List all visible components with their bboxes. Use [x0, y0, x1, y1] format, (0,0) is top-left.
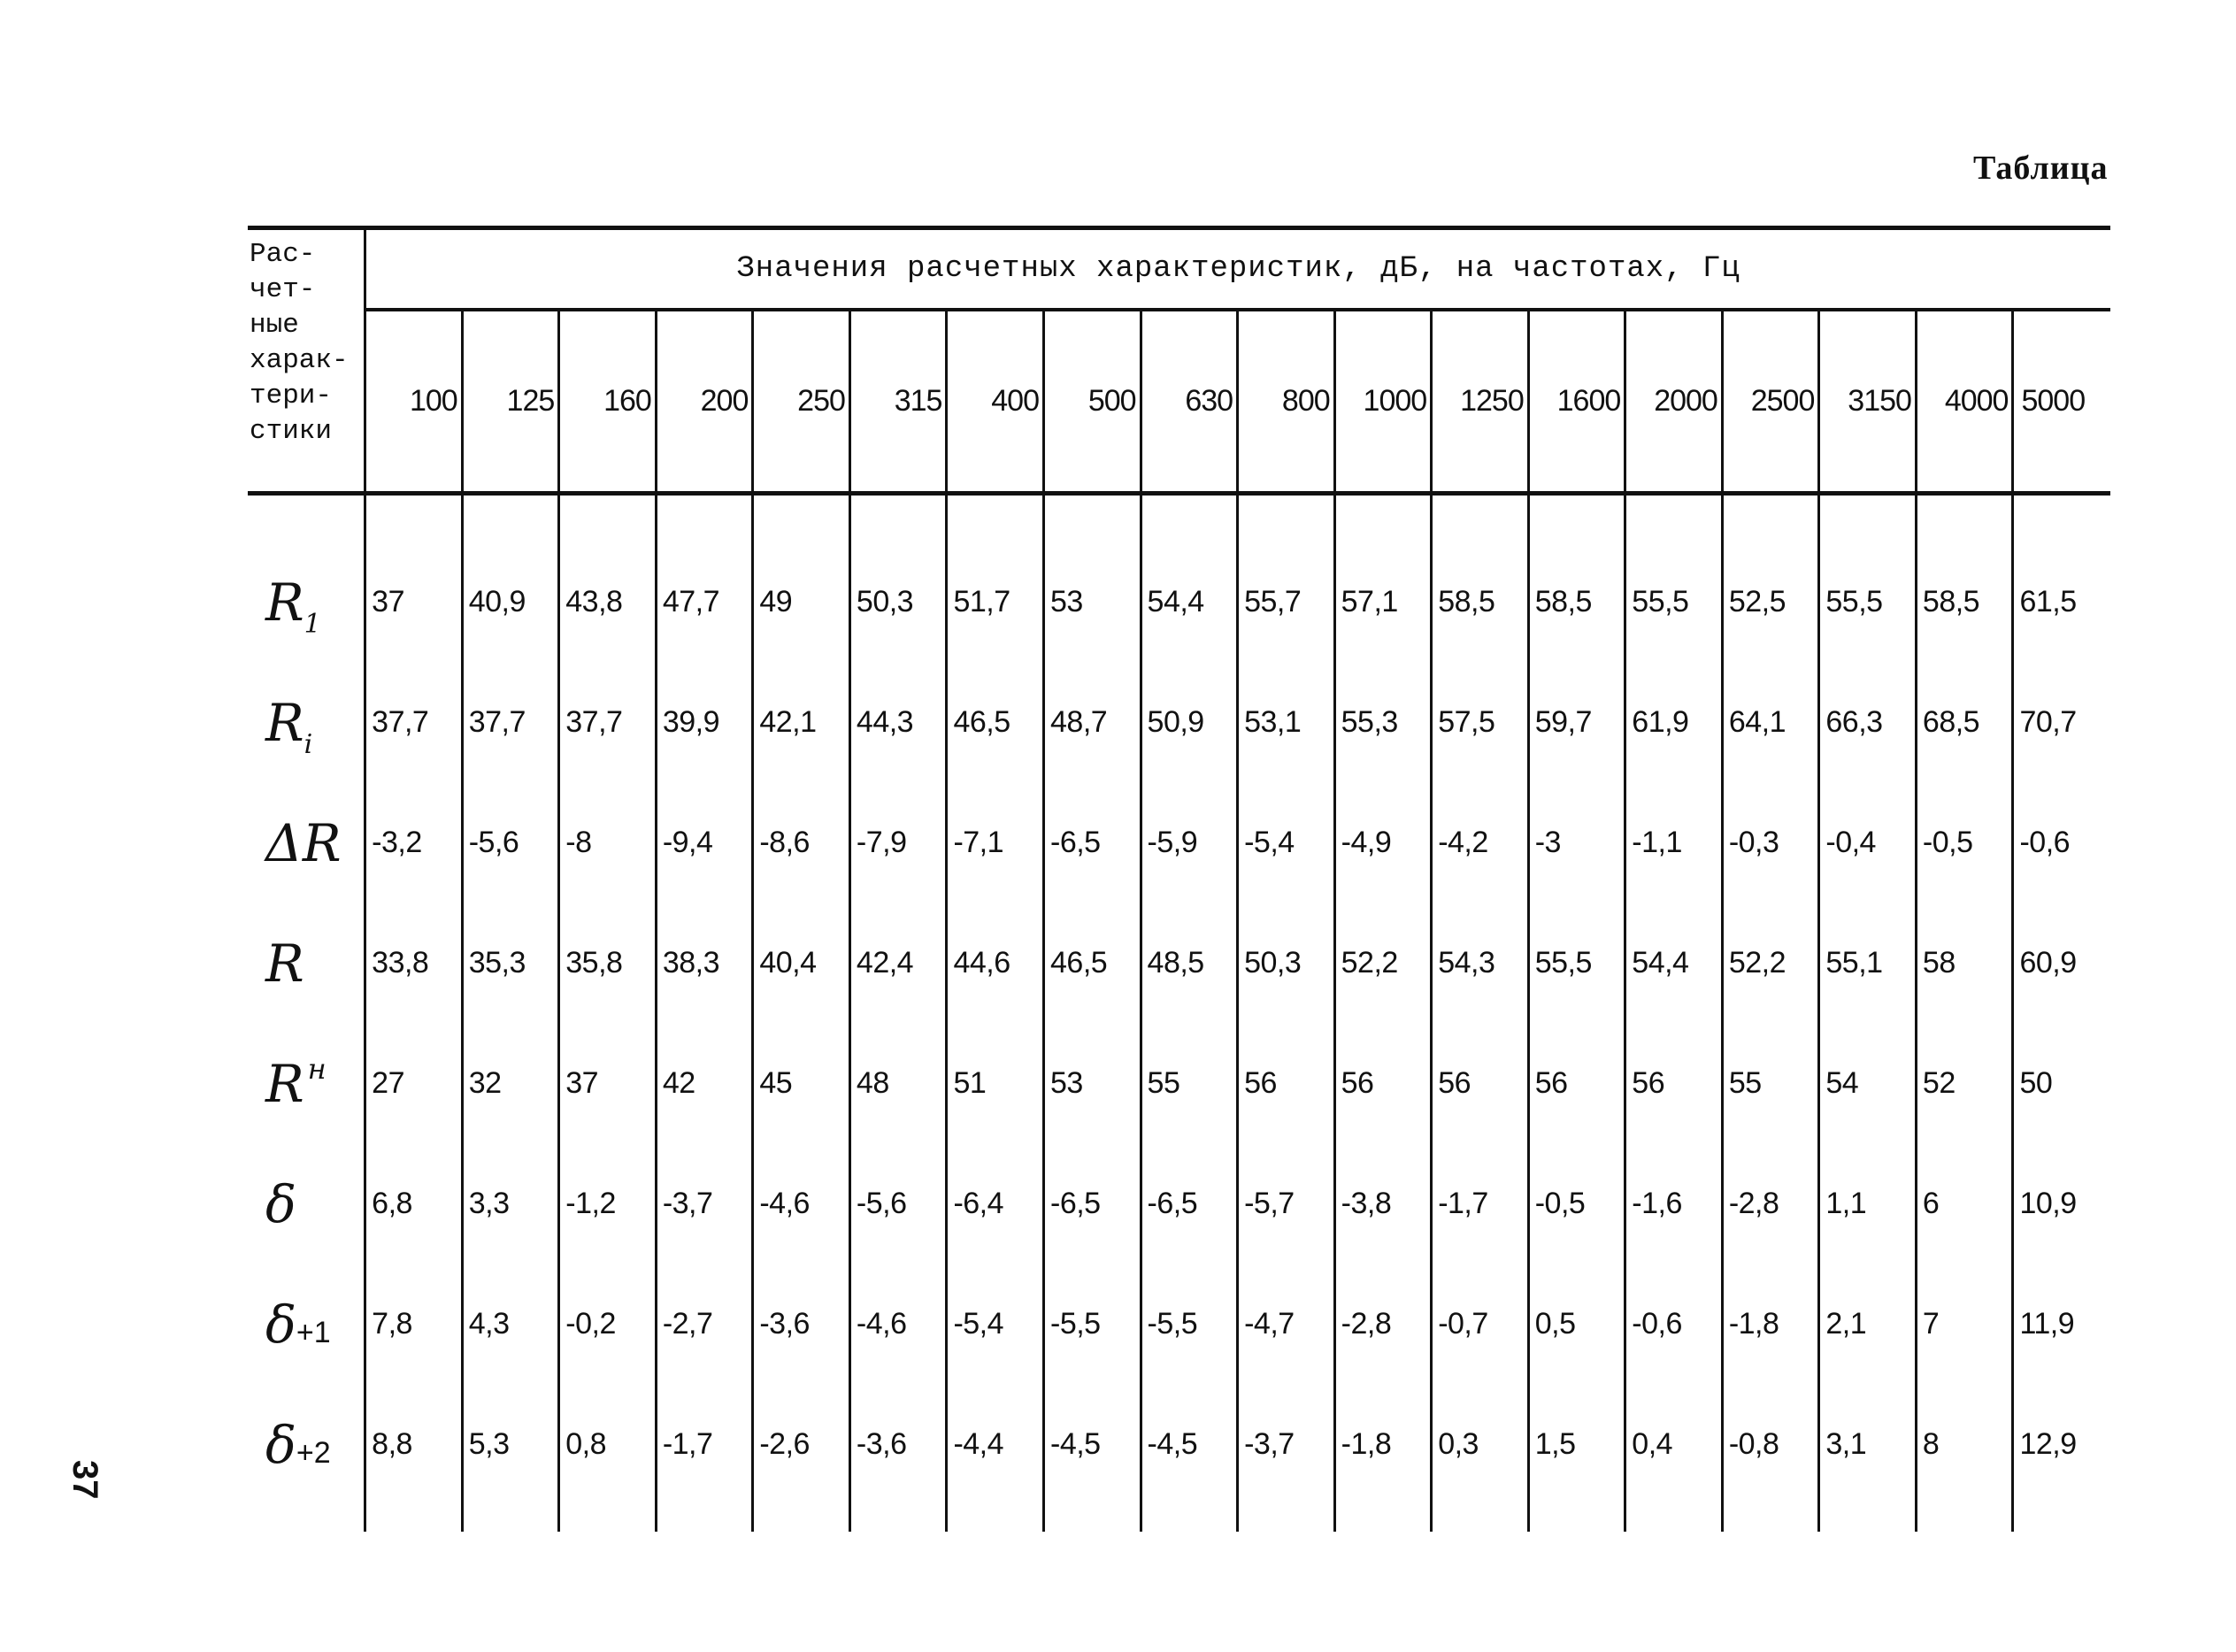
value-cell: 56 — [1238, 1024, 1335, 1144]
value-cell: -0,7 — [1432, 1264, 1529, 1385]
value-cell: 55,3 — [1334, 663, 1432, 783]
frequency-header: 4000 — [1916, 310, 2013, 494]
value-cell: 0,4 — [1625, 1385, 1723, 1505]
value-cell: 5,3 — [462, 1385, 559, 1505]
value-cell: 70,7 — [2019, 705, 2077, 739]
value-cell: 38,3 — [656, 903, 753, 1024]
value-cell: 50 — [2019, 1066, 2053, 1100]
value-cell: 55,5 — [1819, 542, 1917, 663]
symbol-main: δ — [265, 1414, 296, 1475]
symbol-main: ΔR — [265, 812, 342, 873]
table-row — [248, 903, 2110, 1024]
symbol-main: δ — [265, 1173, 296, 1234]
table-row — [248, 1385, 2110, 1505]
characteristic-symbol — [248, 903, 365, 1024]
table-row — [248, 1024, 2110, 1144]
table-row — [248, 783, 2110, 903]
value-cell: 8 — [1916, 1385, 2013, 1505]
value-cell: 42,1 — [753, 663, 850, 783]
value-cell: -2,6 — [753, 1385, 850, 1505]
value-cell: 57,5 — [1432, 663, 1529, 783]
value-cell: -0,4 — [1819, 783, 1917, 903]
value-cell: -1,6 — [1625, 1144, 1723, 1264]
symbol-suffix: +1 — [296, 1315, 331, 1349]
value-cell: 60,9 — [2019, 946, 2077, 980]
frequency-header: 2500 — [1722, 310, 1819, 494]
symbol-main: R — [265, 1053, 304, 1114]
value-cell: 55 — [1722, 1024, 1819, 1144]
value-cell: 50,3 — [1238, 903, 1335, 1024]
value-cell: 0,8 — [559, 1385, 657, 1505]
spacer-cell — [1819, 1505, 1917, 1532]
spacer-cell — [462, 1505, 559, 1532]
value-cell: 37 — [559, 1024, 657, 1144]
spacer-cell — [1528, 1505, 1625, 1532]
spacer-cell — [2013, 1505, 2110, 1532]
value-cell: -5,6 — [462, 783, 559, 903]
value-cell: 37,7 — [365, 663, 463, 783]
frequency-header: 1250 — [1432, 310, 1529, 494]
table-row — [248, 663, 2110, 783]
value-cell: 50,3 — [849, 542, 947, 663]
value-cell: 37,7 — [559, 663, 657, 783]
spacer-cell — [1432, 1505, 1529, 1532]
value-cell: 51,7 — [947, 542, 1044, 663]
value-cell: 45 — [753, 1024, 850, 1144]
value-cell: -0,2 — [559, 1264, 657, 1385]
value-cell: -1,7 — [1432, 1144, 1529, 1264]
value-cell: 52 — [1916, 1024, 2013, 1144]
value-cell: -4,4 — [947, 1385, 1044, 1505]
frequency-header: 1000 — [1334, 310, 1432, 494]
value-cell: 54,4 — [1625, 903, 1723, 1024]
characteristic-symbol — [248, 783, 365, 903]
value-cell: 0,3 — [1432, 1385, 1529, 1505]
spacer-cell — [1432, 494, 1529, 542]
value-cell: -3,6 — [849, 1385, 947, 1505]
value-cell: 68,5 — [1916, 663, 2013, 783]
value-cell: 54,4 — [1141, 542, 1238, 663]
table-row — [248, 1144, 2110, 1264]
value-cell: 47,7 — [656, 542, 753, 663]
value-cell: 56 — [1432, 1024, 1529, 1144]
value-cell: 55 — [1141, 1024, 1238, 1144]
spacer-cell — [1238, 494, 1335, 542]
value-cell: -5,4 — [947, 1264, 1044, 1385]
characteristic-symbol — [248, 1385, 365, 1505]
data-table — [248, 226, 2110, 1532]
value-cell: 10,9 — [2019, 1187, 2077, 1220]
value-cell: -5,5 — [1044, 1264, 1141, 1385]
spacer-cell — [849, 494, 947, 542]
frequency-header: 400 — [947, 310, 1044, 494]
value-cell: -4,9 — [1334, 783, 1432, 903]
spacer-cell — [559, 494, 657, 542]
value-cell: -6,5 — [1141, 1144, 1238, 1264]
value-cell: 58,5 — [1432, 542, 1529, 663]
value-cell: 49 — [753, 542, 850, 663]
value-cell: 43,8 — [559, 542, 657, 663]
value-cell: 50,9 — [1141, 663, 1238, 783]
value-cell: -1,8 — [1722, 1264, 1819, 1385]
value-cell: 58 — [1916, 903, 2013, 1024]
value-cell: 58,5 — [1916, 542, 2013, 663]
frequency-header: 3150 — [1819, 310, 1917, 494]
value-cell: -9,4 — [656, 783, 753, 903]
spacer-cell — [2013, 494, 2110, 542]
value-cell: 0,5 — [1528, 1264, 1625, 1385]
value-cell: 42,4 — [849, 903, 947, 1024]
symbol-subscript: 1 — [304, 608, 321, 640]
value-cell: 44,3 — [849, 663, 947, 783]
characteristic-symbol — [248, 1024, 365, 1144]
spacer-cell — [1334, 494, 1432, 542]
value-cell: -3,7 — [656, 1144, 753, 1264]
symbol-main: R — [265, 933, 304, 994]
value-cell: 12,9 — [2019, 1427, 2077, 1461]
table-label: Таблица — [1973, 150, 2109, 187]
value-cell: -7,9 — [849, 783, 947, 903]
value-cell: -8,6 — [753, 783, 850, 903]
spacer-row — [248, 494, 2110, 542]
value-cell: 53 — [1044, 1024, 1141, 1144]
spacer-cell — [1044, 494, 1141, 542]
value-cell: -0,5 — [1528, 1144, 1625, 1264]
value-cell: -4,5 — [1044, 1385, 1141, 1505]
value-cell: -6,5 — [1044, 783, 1141, 903]
value-cell: 56 — [1528, 1024, 1625, 1144]
value-cell: -3,7 — [1238, 1385, 1335, 1505]
spacer-cell — [248, 494, 365, 542]
value-cell: 35,8 — [559, 903, 657, 1024]
value-cell: 58,5 — [1528, 542, 1625, 663]
spacer-cell — [947, 1505, 1044, 1532]
value-cell: -3,2 — [365, 783, 463, 903]
value-cell: 59,7 — [1528, 663, 1625, 783]
frequency-header: 500 — [1044, 310, 1141, 494]
value-cell: 40,9 — [462, 542, 559, 663]
value-cell: 48,7 — [1044, 663, 1141, 783]
value-cell: 52,5 — [1722, 542, 1819, 663]
value-cell: 64,1 — [1722, 663, 1819, 783]
symbol-suffix: +2 — [296, 1435, 331, 1470]
value-cell: -1,8 — [1334, 1385, 1432, 1505]
value-cell: -5,7 — [1238, 1144, 1335, 1264]
spacer-cell — [1334, 1505, 1432, 1532]
spacer-cell — [1528, 494, 1625, 542]
symbol-superscript: н — [307, 1051, 327, 1086]
table-row — [248, 1264, 2110, 1385]
spacer-cell — [656, 1505, 753, 1532]
value-cell: 42 — [656, 1024, 753, 1144]
value-cell: 27 — [365, 1024, 463, 1144]
value-cell: 55,1 — [1819, 903, 1917, 1024]
value-cell: 48 — [849, 1024, 947, 1144]
spacer-cell — [365, 1505, 463, 1532]
characteristic-symbol — [248, 663, 365, 783]
value-cell: -6,5 — [1044, 1144, 1141, 1264]
spacer-cell — [656, 494, 753, 542]
value-cell: -5,5 — [1141, 1264, 1238, 1385]
characteristics-header: Рас- чет- ные харак- тери- стики — [248, 228, 365, 494]
frequency-header: 160 — [559, 310, 657, 494]
value-cell: 37 — [365, 542, 463, 663]
value-cell: 40,4 — [753, 903, 850, 1024]
value-cell: -4,5 — [1141, 1385, 1238, 1505]
frequency-header: 800 — [1238, 310, 1335, 494]
value-cell: -2,8 — [1334, 1264, 1432, 1385]
frequency-header: 1600 — [1528, 310, 1625, 494]
value-cell: 48,5 — [1141, 903, 1238, 1024]
value-cell: -2,7 — [656, 1264, 753, 1385]
value-cell: -1,1 — [1625, 783, 1723, 903]
spacer-cell — [1625, 1505, 1723, 1532]
frequency-header: 315 — [849, 310, 947, 494]
value-cell: 3,3 — [462, 1144, 559, 1264]
value-cell: 6 — [1916, 1144, 2013, 1264]
value-cell: -1,2 — [559, 1144, 657, 1264]
spacer-cell — [1238, 1505, 1335, 1532]
spacer-cell — [849, 1505, 947, 1532]
characteristic-symbol — [248, 1144, 365, 1264]
value-cell: 51 — [947, 1024, 1044, 1144]
symbol-main: R — [265, 692, 304, 753]
value-cell: -3,6 — [753, 1264, 850, 1385]
value-cell: 57,1 — [1334, 542, 1432, 663]
value-cell: 53 — [1044, 542, 1141, 663]
symbol-main: δ — [265, 1294, 296, 1355]
value-cell: -4,7 — [1238, 1264, 1335, 1385]
page-number: 37 — [65, 1460, 104, 1500]
value-cell: 46,5 — [1044, 903, 1141, 1024]
value-cell: 55,5 — [1625, 542, 1723, 663]
value-cell: 35,3 — [462, 903, 559, 1024]
value-cell: -0,6 — [2019, 826, 2071, 859]
value-cell: 8,8 — [365, 1385, 463, 1505]
value-cell: 1,1 — [1819, 1144, 1917, 1264]
value-cell: 37,7 — [462, 663, 559, 783]
spacer-cell — [365, 494, 463, 542]
value-cell: -0,8 — [1722, 1385, 1819, 1505]
value-cell: -1,7 — [656, 1385, 753, 1505]
value-cell: 61,5 — [2019, 585, 2077, 619]
value-cell: -8 — [559, 783, 657, 903]
value-cell: 54,3 — [1432, 903, 1529, 1024]
value-cell: 32 — [462, 1024, 559, 1144]
spacer-cell — [1722, 494, 1819, 542]
value-cell: -4,6 — [849, 1264, 947, 1385]
value-cell: 56 — [1334, 1024, 1432, 1144]
value-cell: -3,8 — [1334, 1144, 1432, 1264]
value-cell: 39,9 — [656, 663, 753, 783]
value-cell: 2,1 — [1819, 1264, 1917, 1385]
spacer-cell — [753, 494, 850, 542]
characteristic-symbol — [248, 542, 365, 663]
frequency-header: 125 — [462, 310, 559, 494]
spacer-cell — [462, 494, 559, 542]
spacer-cell — [1916, 1505, 2013, 1532]
value-cell: 4,3 — [462, 1264, 559, 1385]
spacer-cell — [1916, 494, 2013, 542]
value-cell: 11,9 — [2019, 1307, 2075, 1341]
value-cell: 61,9 — [1625, 663, 1723, 783]
spacer-cell — [947, 494, 1044, 542]
value-cell: 1,5 — [1528, 1385, 1625, 1505]
spacer-cell — [1722, 1505, 1819, 1532]
value-cell: -0,3 — [1722, 783, 1819, 903]
value-cell: 3,1 — [1819, 1385, 1917, 1505]
frequency-header: 2000 — [1625, 310, 1723, 494]
spacer-cell — [1625, 494, 1723, 542]
frequency-header: 5000 — [2013, 310, 2110, 494]
spacer-cell — [1141, 494, 1238, 542]
value-cell: 7 — [1916, 1264, 2013, 1385]
symbol-main: R — [265, 572, 304, 633]
spacer-cell — [1044, 1505, 1141, 1532]
value-cell: 55,5 — [1528, 903, 1625, 1024]
value-cell: -6,4 — [947, 1144, 1044, 1264]
frequency-group-header: Значения расчетных характеристик, дБ, на частотах, Гц — [365, 228, 2110, 310]
value-cell: -4,2 — [1432, 783, 1529, 903]
spacer-cell — [753, 1505, 850, 1532]
value-cell: 46,5 — [947, 663, 1044, 783]
spacer-cell — [248, 1505, 365, 1532]
table-row — [248, 542, 2110, 663]
spacer-cell — [1141, 1505, 1238, 1532]
value-cell: 52,2 — [1722, 903, 1819, 1024]
value-cell: 66,3 — [1819, 663, 1917, 783]
value-cell: -4,6 — [753, 1144, 850, 1264]
value-cell: -0,5 — [1916, 783, 2013, 903]
frequency-header: 250 — [753, 310, 850, 494]
spacer-cell — [1819, 494, 1917, 542]
value-cell: 55,7 — [1238, 542, 1335, 663]
frequency-header: 630 — [1141, 310, 1238, 494]
characteristic-symbol — [248, 1264, 365, 1385]
value-cell: -7,1 — [947, 783, 1044, 903]
value-cell: -2,8 — [1722, 1144, 1819, 1264]
value-cell: 52,2 — [1334, 903, 1432, 1024]
value-cell: 44,6 — [947, 903, 1044, 1024]
value-cell: -5,6 — [849, 1144, 947, 1264]
value-cell: -3 — [1528, 783, 1625, 903]
frequency-header: 100 — [365, 310, 463, 494]
value-cell: 6,8 — [365, 1144, 463, 1264]
value-cell: 53,1 — [1238, 663, 1335, 783]
spacer-row — [248, 1505, 2110, 1532]
frequency-header: 200 — [656, 310, 753, 494]
value-cell: -5,4 — [1238, 783, 1335, 903]
value-cell: 54 — [1819, 1024, 1917, 1144]
value-cell: -0,6 — [1625, 1264, 1723, 1385]
value-cell: -5,9 — [1141, 783, 1238, 903]
symbol-subscript: i — [304, 728, 313, 760]
spacer-cell — [559, 1505, 657, 1532]
value-cell: 7,8 — [365, 1264, 463, 1385]
value-cell: 56 — [1625, 1024, 1723, 1144]
value-cell: 33,8 — [365, 903, 463, 1024]
